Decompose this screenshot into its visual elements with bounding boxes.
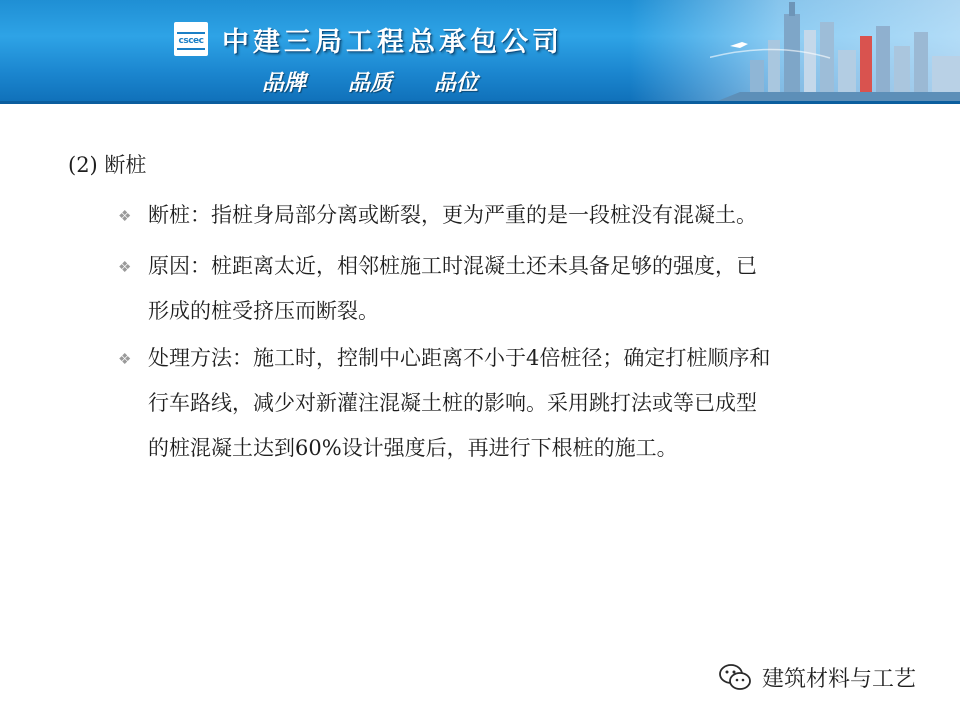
company-name: 中建三局工程总承包公司 — [222, 27, 563, 58]
city-skyline-image — [710, 0, 960, 104]
slogan-item-grade: 品位 — [434, 70, 479, 96]
bullet-icon: ❖ — [118, 258, 132, 276]
paragraph-line: 断桩：指桩身局部分离或断裂，更为严重的是一段桩没有混凝土。 — [148, 203, 757, 227]
slogan-item-brand: 品牌 — [262, 70, 307, 96]
watermark-text: 建筑材料与工艺 — [762, 667, 917, 692]
slogan — [262, 66, 520, 97]
paragraph-line: 形成的桩受挤压而断裂。 — [148, 299, 379, 323]
paragraph-cause — [148, 244, 888, 334]
company-logo — [174, 22, 208, 56]
slogan-item-quality: 品质 — [348, 70, 393, 96]
wechat-icon — [718, 662, 752, 692]
bullet-icon: ❖ — [118, 350, 132, 368]
paragraph-treatment — [148, 336, 888, 471]
paragraph-line: 行车路线，减少对新灌注混凝土桩的影响。采用跳打法或等已成型 — [148, 391, 757, 415]
paragraph-line: 原因：桩距离太近，相邻桩施工时混凝土还未具备足够的强度，已 — [148, 254, 757, 278]
section-heading: (2) 断桩 — [68, 153, 147, 177]
paragraph-definition — [148, 193, 888, 238]
banner-rule — [0, 101, 960, 104]
paragraph-line: 的桩混凝土达到60%设计强度后，再进行下根桩的施工。 — [148, 436, 678, 460]
paragraph-line: 处理方法：施工时，控制中心距离不小于4倍桩径；确定打桩顺序和 — [148, 346, 771, 370]
logo-mark: cscec — [177, 32, 205, 50]
header-banner — [0, 0, 960, 104]
bullet-icon: ❖ — [118, 207, 132, 225]
